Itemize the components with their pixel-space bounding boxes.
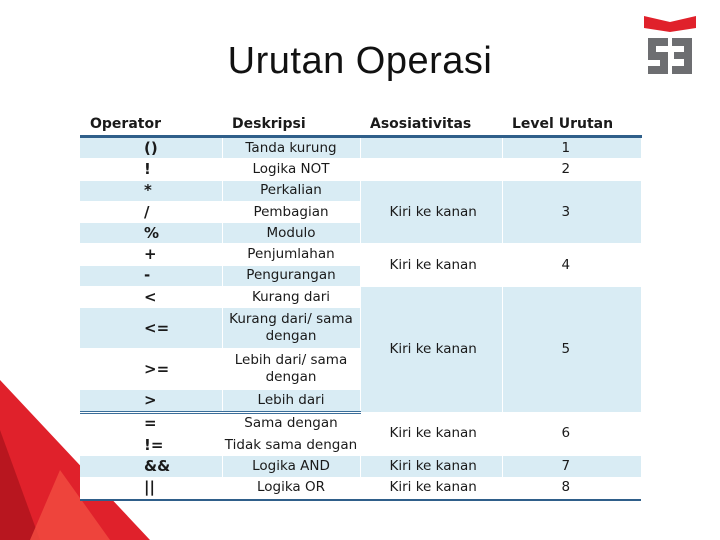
header-asosiativitas: Asosiativitas: [360, 113, 502, 137]
description-cell: Lebih dari: [222, 390, 360, 412]
operator-cell: &&: [80, 456, 222, 477]
description-cell: Sama dengan: [222, 412, 360, 434]
operator-cell: (): [80, 137, 222, 159]
description-cell: Perkalian: [222, 180, 360, 201]
description-cell: Kurang dari: [222, 287, 360, 308]
header-deskripsi: Deskripsi: [222, 113, 360, 137]
level-cell: 7: [502, 456, 641, 477]
description-cell: Modulo: [222, 223, 360, 244]
level-cell: 6: [502, 412, 641, 456]
description-cell: Tanda kurung: [222, 137, 360, 159]
table-row: [80, 137, 641, 159]
operator-cell: <=: [80, 308, 222, 349]
operator-precedence-table: [80, 113, 641, 501]
operator-cell: >=: [80, 349, 222, 390]
header-level-urutan: Level Urutan: [502, 113, 641, 137]
associativity-cell: Kiri ke kanan: [360, 244, 502, 287]
table-header-row: [80, 113, 641, 137]
operator-cell: <: [80, 287, 222, 308]
operator-cell: +: [80, 244, 222, 265]
associativity-cell: Kiri ke kanan: [360, 456, 502, 477]
table-row: [80, 180, 641, 201]
operator-cell: =: [80, 412, 222, 434]
table-row: [80, 244, 641, 265]
level-cell: 3: [502, 180, 641, 244]
table-row: [80, 412, 641, 434]
level-cell: 2: [502, 159, 641, 180]
table-row: [80, 477, 641, 498]
associativity-cell: Kiri ke kanan: [360, 287, 502, 413]
associativity-cell: Kiri ke kanan: [360, 477, 502, 498]
associativity-cell: Kiri ke kanan: [360, 180, 502, 244]
description-cell: Kurang dari/ sama dengan: [222, 308, 360, 349]
header-operator: Operator: [80, 113, 222, 137]
operator-cell: !: [80, 159, 222, 180]
description-cell: Penjumlahan: [222, 244, 360, 265]
operator-cell: %: [80, 223, 222, 244]
description-cell: Lebih dari/ sama dengan: [222, 349, 360, 390]
table-row: [80, 287, 641, 308]
description-cell: Logika NOT: [222, 159, 360, 180]
level-cell: 4: [502, 244, 641, 287]
university-logo-icon: [642, 14, 698, 80]
table-row: [80, 159, 641, 180]
operator-cell: *: [80, 180, 222, 201]
operator-cell: ||: [80, 477, 222, 498]
level-cell: 1: [502, 137, 641, 159]
description-cell: Pengurangan: [222, 265, 360, 286]
operator-cell: -: [80, 265, 222, 286]
description-cell: Tidak sama dengan: [222, 434, 360, 455]
associativity-cell: Kiri ke kanan: [360, 412, 502, 456]
associativity-cell: [360, 159, 502, 180]
table-row: [80, 456, 641, 477]
slide-title: Urutan Operasi: [227, 40, 493, 82]
description-cell: Logika AND: [222, 456, 360, 477]
description-cell: Pembagian: [222, 201, 360, 222]
associativity-cell: [360, 137, 502, 159]
operator-cell: /: [80, 201, 222, 222]
operator-cell: >: [80, 390, 222, 412]
description-cell: Logika OR: [222, 477, 360, 498]
level-cell: 8: [502, 477, 641, 498]
level-cell: 5: [502, 287, 641, 413]
operator-cell: !=: [80, 434, 222, 455]
